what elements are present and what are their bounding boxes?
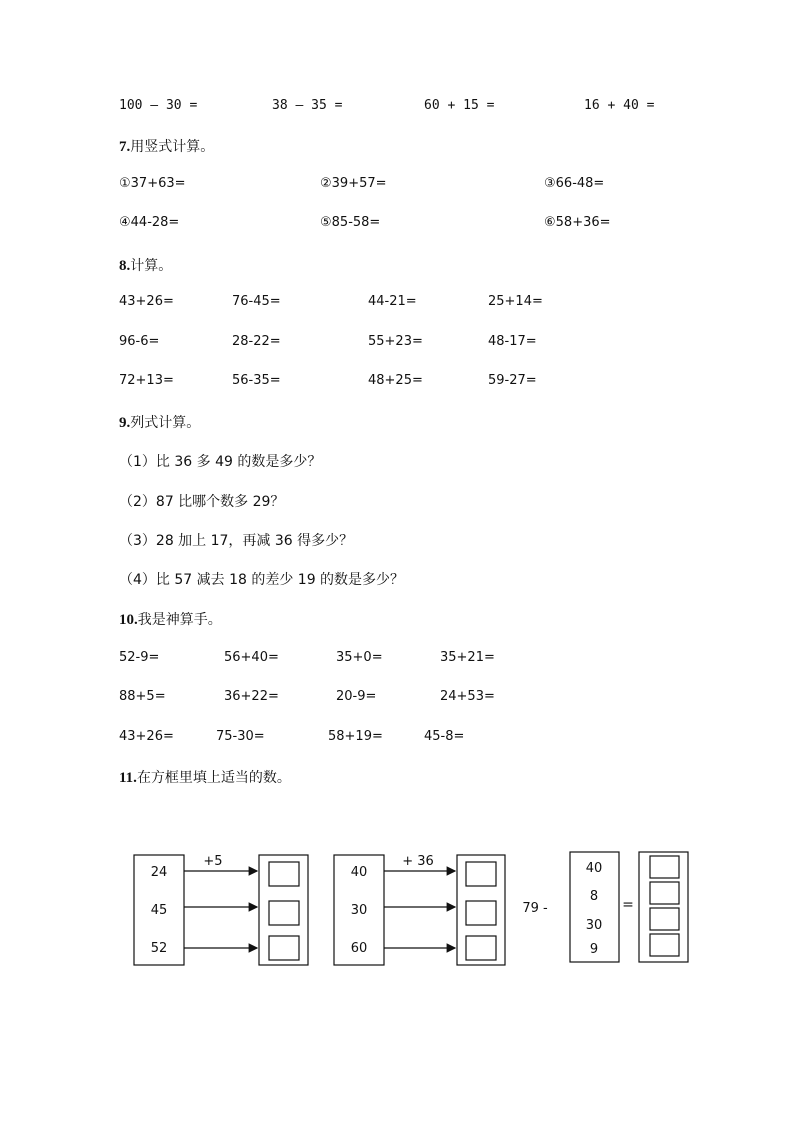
mapping-diagram-2	[334, 854, 505, 965]
equation: 56-35=	[232, 373, 281, 388]
equation: 35+21=	[440, 650, 495, 665]
equation: 38 – 35 =	[272, 98, 343, 113]
equals-sign: =	[622, 897, 634, 913]
equation: 24+53=	[440, 689, 495, 704]
subtrahend-number: 9	[589, 942, 599, 957]
equation: 56+40=	[224, 650, 279, 665]
equation: ⑤85-58=	[320, 215, 381, 230]
answer-blank[interactable]	[269, 901, 299, 925]
input-number: 30	[350, 903, 368, 918]
section-title: 在方框里填上适当的数。	[136, 770, 291, 786]
input-number: 52	[150, 941, 168, 956]
section-title: 我是神算手。	[137, 612, 222, 628]
answer-blank[interactable]	[466, 862, 496, 886]
input-number: 24	[150, 865, 168, 880]
section-number: 7.	[119, 139, 131, 155]
equation: 45-8=	[424, 729, 465, 744]
answer-blank[interactable]	[650, 934, 679, 956]
output-box	[259, 855, 308, 965]
subtrahend-number: 8	[589, 889, 599, 904]
answer-blank[interactable]	[466, 936, 496, 960]
equation: 48+25=	[368, 373, 423, 388]
question: （3）28 加上 17，再减 36 得多少？	[119, 533, 354, 549]
section-number: 8.	[119, 258, 131, 274]
answer-blank[interactable]	[269, 862, 299, 886]
equation: ②39+57=	[320, 176, 387, 191]
question: （2）87 比哪个数多 29？	[119, 494, 285, 510]
input-number: 60	[350, 941, 368, 956]
question: （1）比 36 多 49 的数是多少？	[119, 454, 322, 470]
equation: 43+26=	[119, 729, 174, 744]
equation: 72+13=	[119, 373, 174, 388]
mapping-diagram-1	[134, 854, 308, 965]
equation: 60 + 15 =	[424, 98, 495, 113]
section-title: 用竖式计算。	[130, 139, 215, 155]
output-box	[457, 855, 505, 965]
section-number: 10.	[119, 612, 138, 628]
question: （4）比 57 减去 18 的差少 19 的数是多少？	[119, 572, 405, 588]
answer-blank[interactable]	[650, 882, 679, 904]
operation-label: +5	[203, 854, 223, 869]
subtrahend-number: 30	[585, 918, 603, 933]
equation: 20-9=	[336, 689, 377, 704]
input-number: 45	[150, 903, 168, 918]
equation: 48-17=	[488, 334, 537, 349]
answer-blank[interactable]	[650, 908, 679, 930]
equation: ①37+63=	[119, 176, 186, 191]
equation: 75-30=	[216, 729, 265, 744]
equation: ③66-48=	[544, 176, 605, 191]
equation: 43+26=	[119, 294, 174, 309]
equation: 36+22=	[224, 689, 279, 704]
equation: 100 – 30 =	[119, 98, 198, 113]
input-number: 40	[350, 865, 368, 880]
subtraction-diagram	[522, 852, 688, 962]
equation: 44-21=	[368, 294, 417, 309]
section-title: 计算。	[130, 258, 173, 274]
operation-label: + 36	[402, 854, 434, 869]
section-number: 9.	[119, 415, 131, 431]
section-number: 11.	[119, 770, 137, 786]
equation: 58+19=	[328, 729, 383, 744]
equation: 52-9=	[119, 650, 160, 665]
section-title: 列式计算。	[130, 415, 201, 431]
equation: 59-27=	[488, 373, 537, 388]
equation: 76-45=	[232, 294, 281, 309]
equation: 35+0=	[336, 650, 383, 665]
equation: ⑥58+36=	[544, 215, 611, 230]
answer-blank[interactable]	[650, 856, 679, 878]
result-box	[639, 852, 688, 962]
subtrahend-number: 40	[585, 861, 603, 876]
equation: 96-6=	[119, 334, 160, 349]
equation: 25+14=	[488, 294, 543, 309]
equation: 88+5=	[119, 689, 166, 704]
minuend-label: 79 -	[522, 901, 548, 916]
answer-blank[interactable]	[269, 936, 299, 960]
equation: 28-22=	[232, 334, 281, 349]
equation: 55+23=	[368, 334, 423, 349]
answer-blank[interactable]	[466, 901, 496, 925]
equation: ④44-28=	[119, 215, 180, 230]
equation: 16 + 40 =	[584, 98, 655, 113]
